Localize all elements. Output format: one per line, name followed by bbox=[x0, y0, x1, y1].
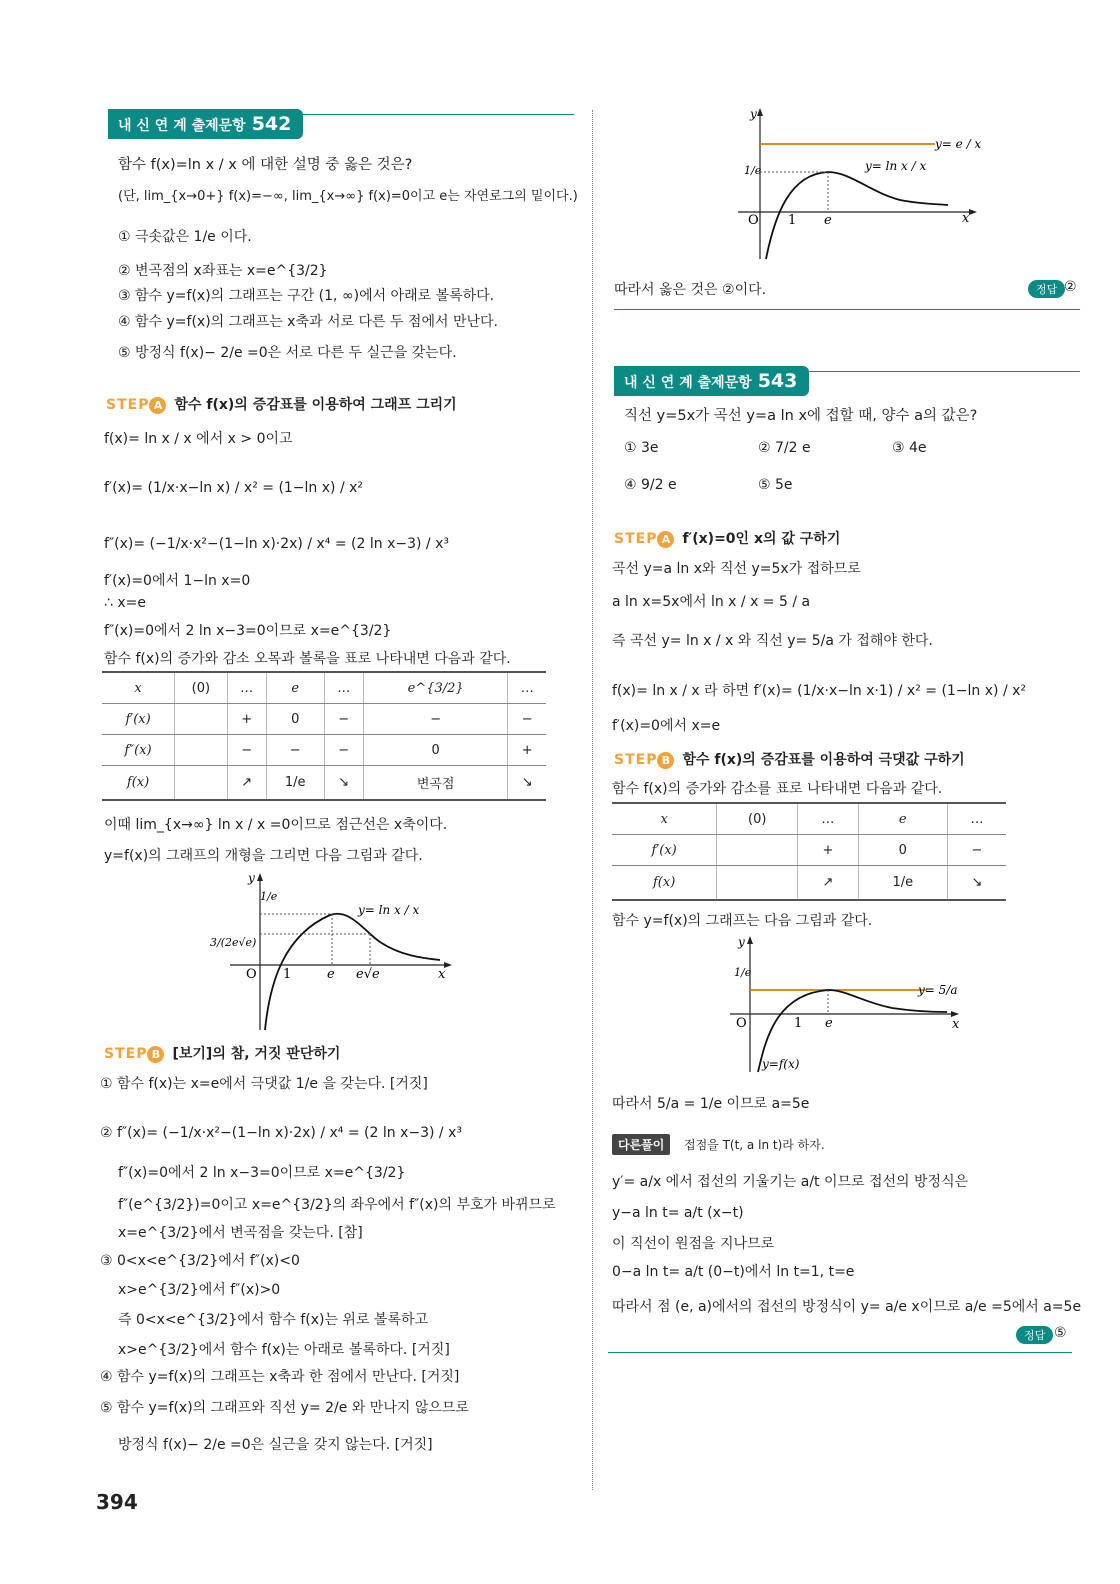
max-value-label: 1/e bbox=[744, 164, 762, 177]
answer-value: ② bbox=[1064, 279, 1077, 295]
choice-3: ③ 함수 y=f(x)의 그래프는 구간 (1, ∞)에서 아래로 볼록하다. bbox=[118, 288, 495, 304]
work-line: f′(x)=0에서 x=e bbox=[612, 718, 721, 734]
curve-label: y=f(x) bbox=[762, 1057, 800, 1071]
problem-number: 542 bbox=[251, 113, 292, 135]
max-value-label: 1/e bbox=[734, 966, 752, 979]
function-graph-543 bbox=[722, 932, 972, 1077]
table-cell: f′(x) bbox=[612, 835, 717, 866]
step-label: STEP bbox=[106, 397, 150, 413]
section-end-rule bbox=[608, 1352, 1072, 1353]
badge-label: 내 신 연 계 출제문항 bbox=[118, 118, 246, 134]
inflection-value-label: 3/(2e√e) bbox=[210, 936, 257, 949]
work-line: y′= a/x 에서 접선의 기울기는 a/t 이므로 접선의 방정식은 bbox=[612, 1174, 969, 1190]
table-cell: e^{3/2} bbox=[363, 672, 508, 704]
question-text: 직선 y=5x가 곡선 y=a ln x에 접할 때, 양수 a의 값은? bbox=[624, 408, 978, 424]
problem-number: 543 bbox=[757, 370, 798, 392]
work-line: f′(x)= (1/x·x−ln x) / x² = (1−ln x) / x² bbox=[104, 480, 364, 496]
table-cell: ↘ bbox=[508, 766, 546, 800]
step-a-heading bbox=[614, 528, 840, 548]
work-line: f(x)= ln x / x 에서 x > 0이고 bbox=[104, 431, 293, 447]
table-cell bbox=[175, 766, 227, 800]
step-label: STEP bbox=[614, 531, 658, 547]
work-line: ③ 0<x<e^{3/2}에서 f″(x)<0 bbox=[100, 1253, 300, 1269]
table-cell: ↘ bbox=[324, 766, 363, 800]
step-title: f′(x)=0인 x의 값 구하기 bbox=[682, 531, 841, 547]
work-line: f″(x)=0에서 2 ln x−3=0이므로 x=e^{3/2} bbox=[118, 1165, 406, 1181]
choice-2: ② 변곡점의 x좌표는 x=e^{3/2} bbox=[118, 263, 328, 279]
work-line: f′(x)=0에서 1−ln x=0 bbox=[104, 573, 251, 589]
work-line: y−a ln t= a/t (x−t) bbox=[612, 1205, 744, 1221]
function-graph-with-line bbox=[730, 104, 990, 264]
asymptote-text: 이때 lim_{x→∞} ln x / x =0이므로 점근선은 x축이다. bbox=[104, 817, 448, 833]
question-condition: (단, lim_{x→0+} f(x)=−∞, lim_{x→∞} f(x)=0이고 e는 자연로그의 밑이다.) bbox=[118, 189, 578, 204]
table-cell: … bbox=[324, 672, 363, 704]
step-a-heading bbox=[106, 394, 457, 414]
step-label: STEP bbox=[104, 1046, 148, 1062]
work-line: 즉 곡선 y= ln x / x 와 직선 y= 5/a 가 접해야 한다. bbox=[612, 633, 933, 649]
step-letter: A bbox=[657, 531, 674, 548]
table-cell: ↗ bbox=[798, 866, 858, 900]
function-graph bbox=[210, 870, 460, 1035]
work-line: ∴ x=e bbox=[104, 595, 146, 611]
answer-badge: 정답 bbox=[1028, 280, 1065, 298]
problem-badge bbox=[108, 109, 303, 139]
question-text: 함수 f(x)=ln x / x 에 대한 설명 중 옳은 것은? bbox=[118, 157, 413, 173]
table-cell: … bbox=[947, 803, 1006, 835]
badge-label: 내 신 연 계 출제문항 bbox=[624, 375, 752, 391]
choice-5: ⑤ 5e bbox=[758, 477, 793, 493]
table-cell: x bbox=[612, 803, 717, 835]
y-axis-label: y bbox=[738, 935, 745, 949]
tick-label: e bbox=[327, 967, 335, 982]
table-cell: ↗ bbox=[227, 766, 266, 800]
table-cell: (0) bbox=[717, 803, 798, 835]
table-intro: 함수 f(x)의 증가와 감소를 표로 나타내면 다음과 같다. bbox=[612, 781, 943, 797]
work-line: 곡선 y=a ln x와 직선 y=5x가 접하므로 bbox=[612, 561, 861, 577]
x-axis-label: x bbox=[962, 211, 970, 226]
table-cell bbox=[717, 866, 798, 900]
alt-intro: 접점을 T(t, a ln t)라 하자. bbox=[684, 1138, 825, 1152]
curve-label: y= ln x / x bbox=[865, 159, 927, 173]
problem-badge bbox=[614, 366, 809, 396]
table-cell: − bbox=[508, 704, 546, 735]
column-divider bbox=[592, 110, 593, 1490]
table-cell: f′(x) bbox=[102, 704, 175, 735]
max-value-label: 1/e bbox=[260, 890, 278, 903]
table-cell: … bbox=[508, 672, 546, 704]
y-axis-label: y bbox=[750, 107, 757, 121]
table-cell: e bbox=[266, 672, 324, 704]
tick-label: 1 bbox=[788, 213, 797, 228]
table-cell: (0) bbox=[175, 672, 227, 704]
table-row bbox=[612, 866, 1006, 900]
work-line: ② f″(x)= (−1/x·x²−(1−ln x)·2x) / x⁴ = (2 ln x−3) / x³ bbox=[100, 1125, 462, 1141]
step-b-heading bbox=[614, 749, 965, 769]
table-cell: − bbox=[947, 835, 1006, 866]
work-line: ⑤ 함수 y=f(x)의 그래프와 직선 y= 2/e 와 만나지 않으므로 bbox=[100, 1400, 469, 1416]
graph-intro-text: y=f(x)의 그래프의 개형을 그리면 다음 그림과 같다. bbox=[104, 848, 423, 864]
tick-label: e√e bbox=[356, 967, 380, 982]
x-axis-label: x bbox=[952, 1017, 960, 1032]
work-line: 이 직선이 원점을 지나므로 bbox=[612, 1236, 775, 1252]
work-line: 0−a ln t= a/t (0−t)에서 ln t=1, t=e bbox=[612, 1264, 855, 1280]
choice-1: ① 극솟값은 1/e 이다. bbox=[118, 229, 252, 245]
origin-label: O bbox=[246, 967, 257, 982]
table-cell: … bbox=[227, 672, 266, 704]
origin-label: O bbox=[736, 1016, 747, 1031]
choice-5: ⑤ 방정식 f(x)− 2/e =0은 서로 다른 두 실근을 갖는다. bbox=[118, 345, 457, 361]
table-cell: x bbox=[102, 672, 175, 704]
choice-1: ① 3e bbox=[624, 440, 659, 456]
work-line: ④ 함수 y=f(x)의 그래프는 x축과 한 점에서 만난다. [거짓] bbox=[100, 1369, 460, 1385]
table-cell: 1/e bbox=[858, 866, 947, 900]
work-line: ① 함수 f(x)는 x=e에서 극댓값 1/e 을 갖는다. [거짓] bbox=[100, 1076, 428, 1092]
work-line: 함수 f(x)의 증가와 감소 오목과 볼록을 표로 나타내면 다음과 같다. bbox=[104, 651, 511, 667]
table-row bbox=[102, 735, 546, 766]
alternative-solution-badge: 다른풀이 bbox=[612, 1134, 670, 1155]
table-cell: ↘ bbox=[947, 866, 1006, 900]
table-cell: − bbox=[266, 735, 324, 766]
step-b-heading bbox=[104, 1043, 340, 1063]
work-line: 따라서 점 (e, a)에서의 접선의 방정식이 y= a/e x이므로 a/e =5에서 a=5e bbox=[612, 1299, 1082, 1315]
choice-2: ② 7/2 e bbox=[758, 440, 811, 456]
table-row bbox=[102, 672, 546, 704]
work-line: x>e^{3/2}에서 함수 f(x)는 아래로 볼록하다. [거짓] bbox=[118, 1342, 450, 1358]
table-cell: 0 bbox=[266, 704, 324, 735]
line-label: y= 5/a bbox=[918, 983, 958, 997]
table-cell: − bbox=[363, 704, 508, 735]
table-cell: − bbox=[324, 735, 363, 766]
table-cell: f(x) bbox=[612, 866, 717, 900]
table-row bbox=[612, 803, 1006, 835]
sign-table bbox=[102, 671, 546, 801]
work-line: x>e^{3/2}에서 f″(x)>0 bbox=[118, 1282, 281, 1298]
step-title: 함수 f(x)의 증감표를 이용하여 그래프 그리기 bbox=[174, 397, 457, 413]
work-line: x=e^{3/2}에서 변곡점을 갖는다. [참] bbox=[118, 1225, 363, 1241]
table-cell: + bbox=[798, 835, 858, 866]
table-row bbox=[612, 835, 1006, 866]
step-letter: A bbox=[149, 397, 166, 414]
choice-4: ④ 9/2 e bbox=[624, 477, 677, 493]
graph-intro-text: 함수 y=f(x)의 그래프는 다음 그림과 같다. bbox=[612, 913, 873, 929]
step-title: 함수 f(x)의 증감표를 이용하여 극댓값 구하기 bbox=[682, 752, 965, 768]
tick-label: 1 bbox=[283, 967, 292, 982]
step-label: STEP bbox=[614, 752, 658, 768]
line-label: y= e / x bbox=[935, 137, 982, 151]
step-letter: B bbox=[657, 752, 674, 769]
table-cell: − bbox=[227, 735, 266, 766]
work-line: a ln x=5x에서 ln x / x = 5 / a bbox=[612, 594, 811, 610]
work-line: f″(x)= (−1/x·x²−(1−ln x)·2x) / x⁴ = (2 ln x−3) / x³ bbox=[104, 536, 449, 552]
origin-label: O bbox=[748, 213, 759, 228]
sign-table bbox=[612, 802, 1006, 901]
table-cell bbox=[175, 735, 227, 766]
table-cell: + bbox=[508, 735, 546, 766]
tick-label: e bbox=[824, 213, 832, 228]
work-line: f(x)= ln x / x 라 하면 f′(x)= (1/x·x−ln x·1) / x² = (1−ln x) / x² bbox=[612, 683, 1027, 699]
table-row bbox=[102, 704, 546, 735]
tick-label: 1 bbox=[794, 1016, 803, 1031]
y-axis-label: y bbox=[248, 871, 255, 885]
work-line: f″(x)=0에서 2 ln x−3=0이므로 x=e^{3/2} bbox=[104, 623, 392, 639]
conclusion-543: 따라서 5/a = 1/e 이므로 a=5e bbox=[612, 1096, 810, 1112]
work-line: f″(e^{3/2})=0이고 x=e^{3/2}의 좌우에서 f″(x)의 부호가 바뀌므로 bbox=[118, 1197, 556, 1213]
work-line: 즉 0<x<e^{3/2}에서 함수 f(x)는 위로 볼록하고 bbox=[118, 1312, 429, 1328]
work-line: 방정식 f(x)− 2/e =0은 실근을 갖지 않는다. [거짓] bbox=[118, 1437, 433, 1453]
conclusion-542: 따라서 옳은 것은 ②이다. bbox=[614, 282, 767, 298]
table-row bbox=[102, 766, 546, 800]
table-cell: f″(x) bbox=[102, 735, 175, 766]
answer-value: ⑤ bbox=[1054, 1325, 1067, 1341]
choice-3: ③ 4e bbox=[892, 440, 927, 456]
table-cell: 변곡점 bbox=[363, 766, 508, 800]
x-axis-label: x bbox=[438, 967, 446, 982]
table-cell: f(x) bbox=[102, 766, 175, 800]
table-cell: 0 bbox=[858, 835, 947, 866]
table-cell bbox=[717, 835, 798, 866]
step-title: [보기]의 참, 거짓 판단하기 bbox=[172, 1046, 341, 1062]
table-cell: − bbox=[324, 704, 363, 735]
tick-label: e bbox=[825, 1016, 833, 1031]
table-cell: 0 bbox=[363, 735, 508, 766]
choice-4: ④ 함수 y=f(x)의 그래프는 x축과 서로 다른 두 점에서 만난다. bbox=[118, 314, 498, 330]
table-cell bbox=[175, 704, 227, 735]
curve-label: y= ln x / x bbox=[358, 903, 420, 917]
step-letter: B bbox=[147, 1046, 164, 1063]
answer-badge: 정답 bbox=[1016, 1326, 1053, 1344]
table-cell: 1/e bbox=[266, 766, 324, 800]
table-cell: … bbox=[798, 803, 858, 835]
table-cell: e bbox=[858, 803, 947, 835]
section-end-rule bbox=[614, 309, 1080, 310]
page-number: 394 bbox=[96, 1490, 138, 1514]
table-cell: + bbox=[227, 704, 266, 735]
